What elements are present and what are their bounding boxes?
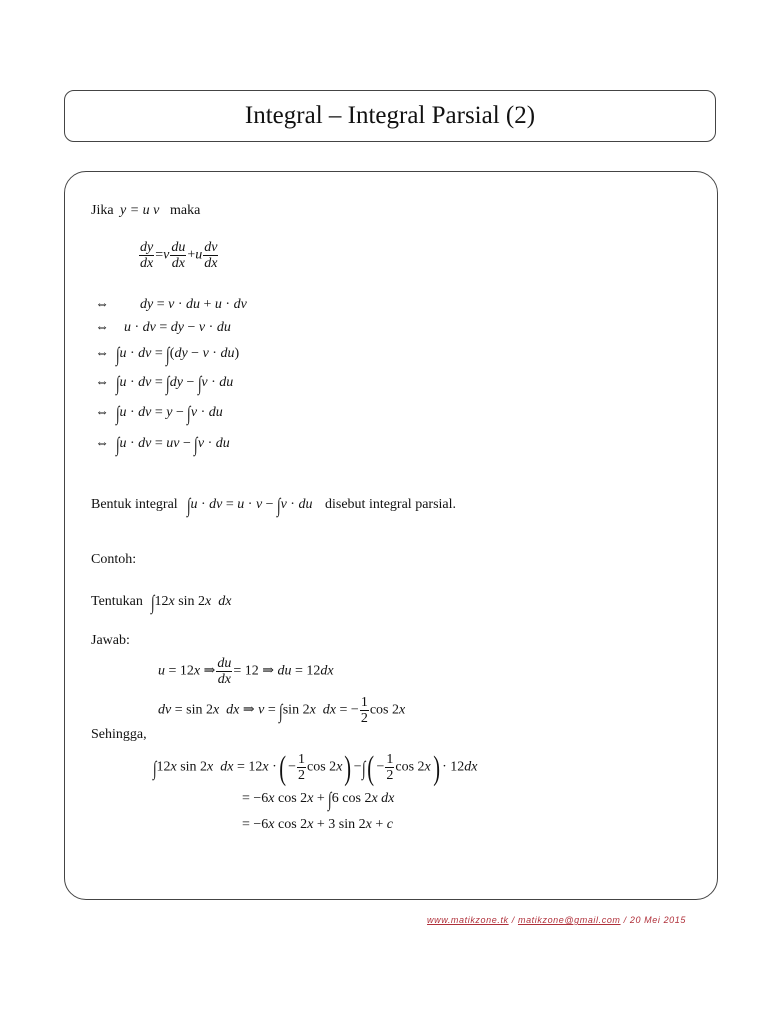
y-equation: y = u v — [120, 203, 160, 218]
iff-symbol: ⇔ — [95, 436, 109, 451]
iff-symbol: ⇔ — [95, 346, 109, 361]
u-substitution: u = 12x ⇒ $\frac{du}{dx}$ = 12 ⇒ du = 12dx — [158, 656, 334, 687]
page-title: Integral – Integral Parsial (2) — [244, 102, 536, 129]
iff-symbol: ⇔ — [95, 320, 109, 335]
derivation-line-1: dy = v · du + u · dv — [140, 297, 247, 312]
email-link[interactable]: matikzone@gmail.com — [517, 915, 621, 925]
footer-date: 20 Mei 2015 — [629, 915, 686, 925]
contoh-label: Contoh: — [91, 552, 137, 567]
title-box — [64, 90, 716, 142]
site-link[interactable]: www.matikzone.tk — [427, 915, 509, 925]
tentukan-label: Tentukan — [91, 594, 143, 609]
maka-label: maka — [170, 203, 201, 218]
derivation-line-2: u · dv = dy − v · du — [124, 320, 231, 335]
derivation-line-6: ∫u · dv = uv − ∫v · du — [115, 434, 230, 456]
footer-separator: / — [508, 915, 518, 925]
parsial-formula: ∫u · dv = u · v − ∫v · du — [186, 495, 313, 517]
iff-symbol: ⇔ — [95, 405, 109, 420]
solution-line-3: = −6x cos 2x + 3 sin 2x + c — [242, 817, 393, 832]
solution-line-2: = −6x cos 2x + ∫6 cos 2x dx — [242, 789, 395, 811]
footer-separator: / — [620, 915, 630, 925]
derivation-line-3: ∫u · dv = ∫(dy − v · du) — [115, 344, 240, 366]
jika-label: Jika — [91, 203, 114, 218]
derivation-line-5: ∫u · dv = y − ∫v · du — [115, 403, 223, 425]
jawab-label: Jawab: — [91, 633, 130, 648]
problem-integral: ∫12x sin 2x dx — [150, 592, 232, 614]
bentuk-label: Bentuk integral — [91, 497, 178, 512]
derivation-line-4: ∫u · dv = ∫dy − ∫v · du — [115, 373, 234, 395]
dv-substitution: dv = sin 2x dx ⇒ v = ∫sin 2x dx = − $\frac{1}{2}$ cos 2x — [158, 695, 406, 726]
iff-symbol: ⇔ — [95, 297, 109, 312]
solution-line-1: ∫12x sin 2x dx = 12x ·( − $\frac{1}{2}$ cos 2x) −∫( − $\frac{1}{2}$ cos 2x) · 12dx — [152, 749, 478, 787]
iff-symbol: ⇔ — [95, 375, 109, 390]
product-rule: $\frac{dy}{dx}$ =v $\frac{du}{dx}$ +u $\frac{dv}{dx}$ — [140, 240, 218, 271]
footer — [427, 915, 686, 925]
sehingga-label: Sehingga, — [91, 727, 147, 742]
disebut-label: disebut integral parsial. — [325, 497, 457, 512]
